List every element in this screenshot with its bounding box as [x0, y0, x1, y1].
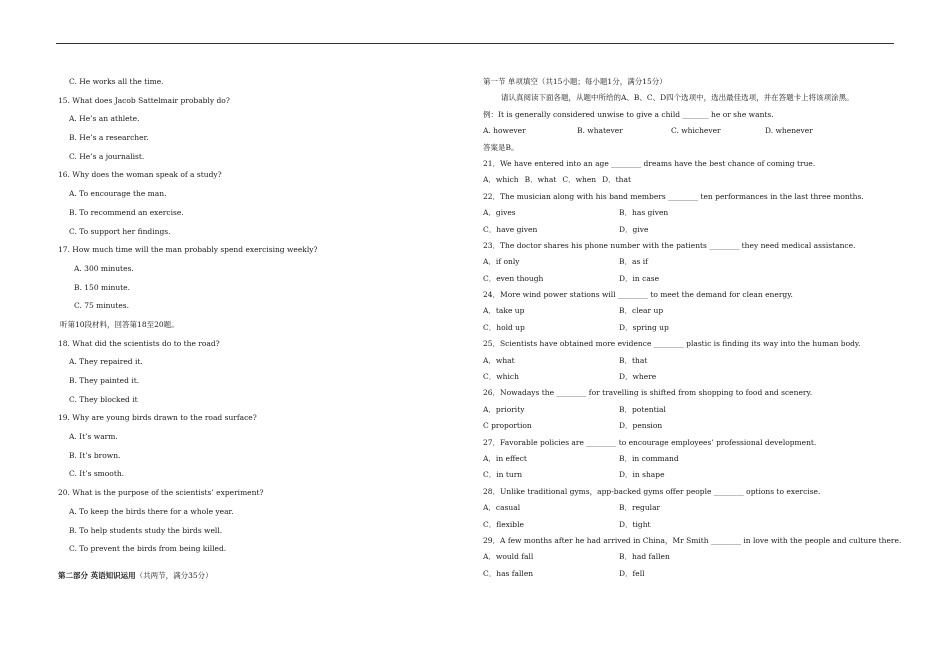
example-question: 例：It is generally considered unwise to give a child _______ he or she wants. — [483, 109, 774, 119]
left-column — [58, 77, 438, 590]
option-line: C. They blocked it — [69, 394, 138, 404]
option-line: B. They painted it. — [69, 376, 140, 385]
option: A. however — [483, 126, 526, 136]
option: D．in case — [619, 273, 660, 283]
option-line: C. To prevent the birds from being killed. — [69, 544, 227, 554]
question-21-options — [483, 175, 903, 184]
question-22: 22．The musician along with his band members ________ ten performances in the last three months. — [483, 191, 864, 201]
option: C proportion — [483, 421, 532, 431]
option-line: A. To keep the birds there for a whole year. — [69, 506, 234, 516]
option: D. whenever — [765, 126, 813, 136]
option-line: A. They repaired it. — [69, 357, 143, 367]
question-19: 19. Why are young birds drawn to the road surface? — [58, 413, 257, 423]
option-line: B. 150 minute. — [74, 282, 130, 292]
question-25: 25．Scientists have obtained more evidence ________ plastic is finding its way into the human body. — [483, 339, 861, 349]
question-29-options-cd — [483, 569, 903, 578]
question-26-options-ab — [483, 405, 903, 414]
question-26-options-cd — [483, 421, 903, 430]
option: B．regular — [619, 503, 661, 513]
option: B. whatever — [577, 126, 623, 136]
question-25-options-cd — [483, 372, 903, 381]
section-title: 第一节 单项填空（共15小题；每小题1分，满分15分） — [483, 77, 667, 86]
option: D．give — [619, 224, 649, 234]
option: D．tight — [619, 519, 651, 529]
question-27: 27．Favorable policies are ________ to encourage employees’ professional development. — [483, 437, 817, 447]
option: C．have given — [483, 224, 538, 234]
option: C．hold up — [483, 322, 525, 332]
instruction: 请认真阅读下面各题，从题中所给的A、B、C、D四个选项中，选出最佳选项，并在答题卡上将该项涂黑。 — [501, 93, 854, 103]
question-16: 16. Why does the woman speak of a study? — [58, 170, 222, 180]
option-line: C. 75 minutes. — [74, 301, 130, 311]
question-17: 17. How much time will the man probably spend exercising weekly? — [58, 245, 318, 255]
option: A．what — [483, 355, 515, 365]
part2-heading — [58, 571, 438, 580]
question-18: 18. What did the scientists do to the road? — [58, 338, 220, 348]
option: C．even though — [483, 273, 544, 283]
question-22-options-cd — [483, 225, 903, 234]
example-answer: 答案是B。 — [483, 142, 519, 152]
option-line: B. He’s a researcher. — [69, 133, 149, 143]
option-line: A. He’s an athlete. — [69, 114, 140, 124]
option: A．in effect — [483, 453, 527, 463]
option-line: B. It’s brown. — [69, 450, 121, 460]
option: C．in turn — [483, 470, 523, 480]
question-20: 20. What is the purpose of the scientists’ experiment? — [58, 488, 264, 498]
header-rule — [56, 43, 894, 44]
option: A．gives — [483, 208, 516, 218]
option: C．which — [483, 372, 519, 382]
option: C．when — [562, 175, 597, 185]
question-24-options-cd — [483, 323, 903, 332]
option: D．pension — [619, 421, 663, 431]
option: D．fell — [619, 568, 645, 578]
option: B．has given — [619, 208, 669, 218]
option: C. whichever — [671, 126, 721, 136]
option: A．priority — [483, 404, 525, 414]
question-24-options-ab — [483, 306, 903, 315]
question-26: 26．Nowadays the ________ for travelling is shifted from shopping to food and scenery. — [483, 388, 813, 398]
option-line: C. To support her findings. — [69, 226, 171, 236]
option-line: A. It’s warm. — [69, 432, 118, 442]
option: B．had fallen — [619, 552, 670, 562]
question-29: 29．A few months after he had arrived in China，Mr Smith ________ in love with the people and culture there. — [483, 535, 902, 545]
option: A．if only — [483, 257, 520, 267]
question-21: 21．We have entered into an age ________ dreams have the best chance of coming true. — [483, 158, 816, 168]
option: B．potential — [619, 404, 666, 414]
part2-score: （共两节，满分35分） — [135, 571, 213, 581]
question-22-options-ab — [483, 208, 903, 217]
option: B．that — [619, 355, 648, 365]
option: A．casual — [483, 503, 521, 513]
option-line: C. He’s a journalist. — [69, 151, 145, 161]
option: B．as if — [619, 257, 648, 267]
option-line: B. To help students study the birds well. — [69, 525, 223, 535]
option: D．that — [602, 175, 631, 185]
question-28-options-ab — [483, 503, 903, 512]
question-23: 23．The doctor shares his phone number with the patients ________ they need medical assistance. — [483, 240, 856, 250]
right-column — [483, 77, 903, 585]
option: C．flexible — [483, 519, 524, 529]
option: D．where — [619, 372, 657, 382]
question-28-options-cd — [483, 520, 903, 529]
question-24: 24．More wind power stations will ________ to meet the demand for clean energy. — [483, 290, 793, 300]
option-line: B. To recommend an exercise. — [69, 207, 184, 217]
option-line: C. He works all the time. — [69, 77, 164, 86]
option: B．what — [524, 175, 557, 185]
option: B．clear up — [619, 306, 664, 316]
option: A．take up — [483, 306, 525, 316]
option: C．has fallen — [483, 568, 534, 578]
question-25-options-ab — [483, 356, 903, 365]
option: A．which — [483, 175, 519, 185]
option: B．in command — [619, 453, 679, 463]
question-23-options-ab — [483, 257, 903, 266]
option-line: A. 300 minutes. — [74, 263, 134, 273]
listening-instruction: 听第10段材料，回答第18至20题。 — [60, 319, 179, 329]
option: D．in shape — [619, 470, 665, 480]
question-15: 15. What does Jacob Sattelmair probably do? — [58, 95, 230, 105]
option-line: C. It’s smooth. — [69, 469, 125, 479]
part2-title: 第二部分 英语知识运用 — [58, 571, 136, 581]
question-23-options-cd — [483, 274, 903, 283]
option: D．spring up — [619, 322, 669, 332]
question-27-options-cd — [483, 470, 903, 479]
option: A．would fall — [483, 552, 534, 562]
question-29-options-ab — [483, 552, 903, 561]
option-line: A. To encourage the man. — [69, 189, 167, 199]
example-options — [483, 126, 903, 135]
question-28: 28．Unlike traditional gyms，app-backed gyms offer people ________ options to exercise. — [483, 486, 821, 496]
question-27-options-ab — [483, 454, 903, 463]
